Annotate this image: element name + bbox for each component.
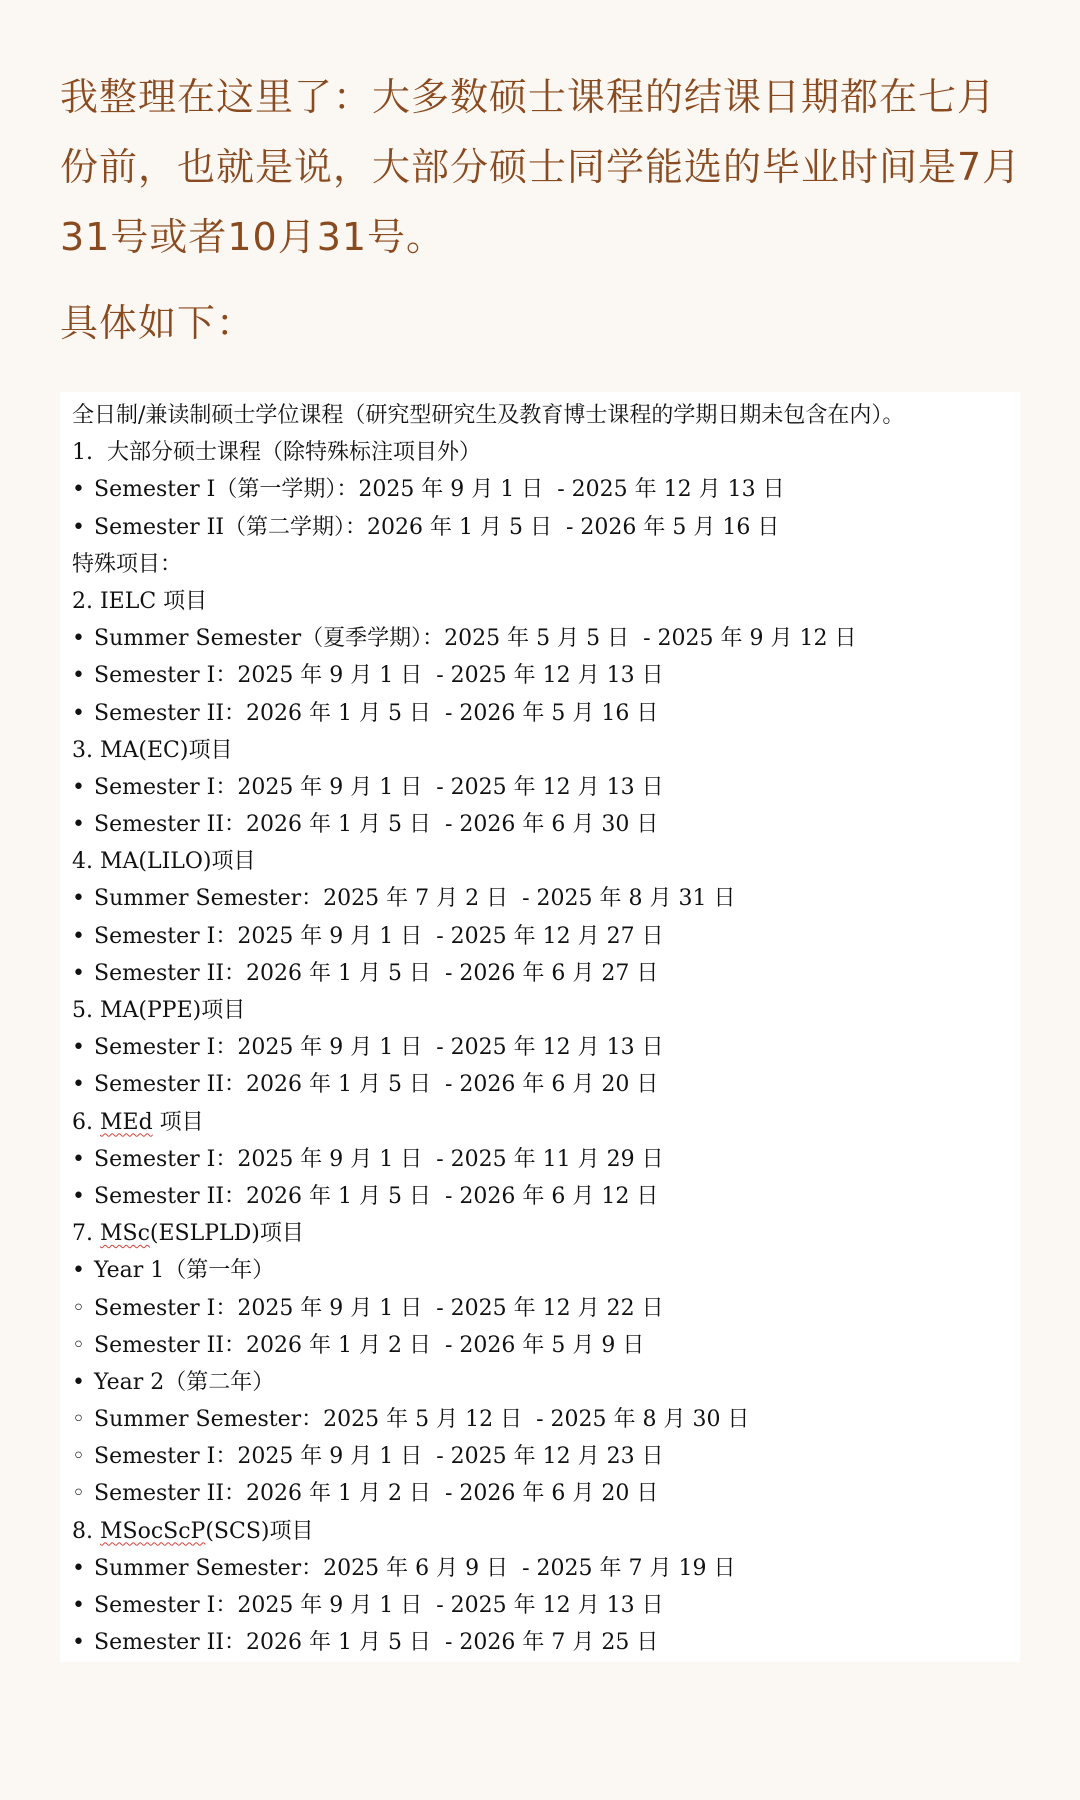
document-line [72, 918, 1008, 955]
line-text: 4. MA(LILO)项目 [72, 849, 256, 875]
line-text: 项目 [152, 1109, 204, 1135]
line-text: Summer Semester：2025 年 5 月 12 日 - 2025 年 8 月 30 日 [94, 1407, 750, 1433]
line-text: Semester II：2026 年 1 月 5 日 - 2026 年 6 月 27 日 [94, 960, 659, 986]
sub-bullet-marker: ◦ [72, 1295, 85, 1321]
line-text: Semester II：2026 年 1 月 5 日 - 2026 年 7 月 25 日 [94, 1630, 659, 1656]
bullet-marker: • [72, 960, 85, 986]
bullet-marker: • [72, 1035, 85, 1061]
document-line [72, 1475, 1008, 1512]
document-line [72, 1624, 1008, 1661]
document-line [72, 1290, 1008, 1327]
bullet-marker: • [72, 774, 85, 800]
document-line [72, 732, 1008, 769]
bullet-marker: • [72, 663, 85, 689]
line-text: Year 1（第一年） [94, 1258, 275, 1284]
bullet-marker: • [72, 886, 85, 912]
document-line [72, 1401, 1008, 1438]
document-line [72, 620, 1008, 657]
semester-dates-document [60, 392, 1020, 1662]
bullet-marker: • [72, 1072, 85, 1098]
spellcheck-flagged-word: MEd [99, 1109, 153, 1135]
document-line [72, 657, 1008, 694]
line-text: Semester II：2026 年 1 月 5 日 - 2026 年 5 月 16 日 [94, 700, 659, 726]
line-text: Semester I：2025 年 9 月 1 日 - 2025 年 12 月 13 日 [94, 774, 664, 800]
line-text: Summer Semester：2025 年 6 月 9 日 - 2025 年 7 月 19 日 [94, 1555, 736, 1581]
document-line [72, 1141, 1008, 1178]
sub-bullet-marker: ◦ [72, 1407, 85, 1433]
bullet-marker: • [72, 923, 85, 949]
document-line [72, 806, 1008, 843]
bullet-marker: • [72, 1183, 85, 1209]
sub-bullet-marker: ◦ [72, 1444, 85, 1470]
document-line [72, 546, 1008, 583]
document-line [72, 880, 1008, 917]
bullet-marker: • [72, 1146, 85, 1172]
document-line [72, 1104, 1008, 1141]
bullet-marker: • [72, 1555, 85, 1581]
bullet-marker: • [72, 1630, 85, 1656]
sub-bullet-marker: ◦ [72, 1481, 85, 1507]
line-text: Semester I：2025 年 9 月 1 日 - 2025 年 11 月 29 日 [94, 1146, 664, 1172]
document-line [72, 769, 1008, 806]
line-text: 全日制/兼读制硕士学位课程（研究型研究生及教育博士课程的学期日期未包含在内）。 [72, 403, 905, 428]
line-text: Semester I：2025 年 9 月 1 日 - 2025 年 12 月 23 日 [94, 1444, 664, 1470]
document-line [72, 434, 1008, 471]
document-line [72, 583, 1008, 620]
bullet-marker: • [72, 1258, 85, 1284]
document-line [72, 1252, 1008, 1289]
line-text: Semester II：2026 年 1 月 5 日 - 2026 年 6 月 12 日 [94, 1183, 659, 1209]
line-text: 2. IELC 项目 [72, 588, 208, 614]
document-line [72, 509, 1008, 546]
line-number: 7. [72, 1221, 100, 1247]
document-line [72, 1029, 1008, 1066]
document-line [72, 1513, 1008, 1550]
line-number: 8. [72, 1518, 100, 1544]
line-number: 6. [72, 1109, 100, 1135]
details-heading: 具体如下： [60, 301, 256, 345]
line-text: Semester I：2025 年 9 月 1 日 - 2025 年 12 月 13 日 [94, 1593, 664, 1618]
line-text: 5. MA(PPE)项目 [72, 998, 246, 1023]
spellcheck-flagged-word: MSocScP [99, 1518, 206, 1544]
line-text: 特殊项目： [72, 551, 183, 577]
bullet-marker: • [72, 1369, 85, 1395]
document-line [72, 1215, 1008, 1252]
document-line [72, 1364, 1008, 1401]
line-text: (ESLPLD)项目 [149, 1221, 304, 1247]
spellcheck-flagged-word: MSc [99, 1221, 150, 1247]
bullet-marker: • [72, 514, 85, 540]
document-line [72, 955, 1008, 992]
line-text: Semester II：2026 年 1 月 2 日 - 2026 年 6 月 20 日 [94, 1481, 659, 1507]
intro-paragraph: 我整理在这里了：大多数硕士课程的结课日期都在七月份前，也就是说，大部分硕士同学能选的毕业时间是7月31号或者10月31号。 [60, 75, 1022, 259]
document-line [72, 992, 1008, 1029]
document-line [72, 1550, 1008, 1587]
line-text: Semester II：2026 年 1 月 5 日 - 2026 年 6 月 20 日 [94, 1072, 659, 1098]
line-text: Semester I（第一学期）：2025 年 9 月 1 日 - 2025 年 12 月 13 日 [94, 477, 785, 503]
line-text: Semester II：2026 年 1 月 5 日 - 2026 年 6 月 30 日 [94, 812, 659, 838]
line-text: 3. MA(EC)项目 [72, 737, 233, 763]
document-line [72, 1438, 1008, 1475]
line-text: (SCS)项目 [205, 1518, 314, 1544]
document-line [72, 843, 1008, 880]
bullet-marker: • [72, 1593, 85, 1618]
document-line [72, 1178, 1008, 1215]
bullet-marker: • [72, 700, 85, 726]
document-line [72, 695, 1008, 732]
line-text: Year 2（第二年） [94, 1369, 275, 1395]
line-text: Semester II（第二学期）：2026 年 1 月 5 日 - 2026 年 5 月 16 日 [94, 514, 780, 540]
line-text: Summer Semester（夏季学期）：2025 年 5 月 5 日 - 2025 年 9 月 12 日 [94, 626, 857, 652]
line-text: 1. 大部分硕士课程（除特殊标注项目外） [72, 440, 481, 466]
document-line [72, 397, 1008, 434]
bullet-marker: • [72, 477, 85, 503]
bullet-marker: • [72, 626, 85, 652]
line-text: Semester I：2025 年 9 月 1 日 - 2025 年 12 月 22 日 [94, 1295, 664, 1321]
document-line [72, 471, 1008, 508]
sub-bullet-marker: ◦ [72, 1332, 85, 1358]
line-text: Semester I：2025 年 9 月 1 日 - 2025 年 12 月 27 日 [94, 923, 664, 949]
line-text: Summer Semester：2025 年 7 月 2 日 - 2025 年 8 月 31 日 [94, 886, 736, 912]
bullet-marker: • [72, 812, 85, 838]
line-text: Semester I：2025 年 9 月 1 日 - 2025 年 12 月 13 日 [94, 1035, 664, 1061]
document-line [72, 1066, 1008, 1103]
line-text: Semester I：2025 年 9 月 1 日 - 2025 年 12 月 13 日 [94, 663, 664, 689]
document-line [72, 1327, 1008, 1364]
document-line [72, 1587, 1008, 1624]
line-text: Semester II：2026 年 1 月 2 日 - 2026 年 5 月 9 日 [94, 1332, 645, 1358]
